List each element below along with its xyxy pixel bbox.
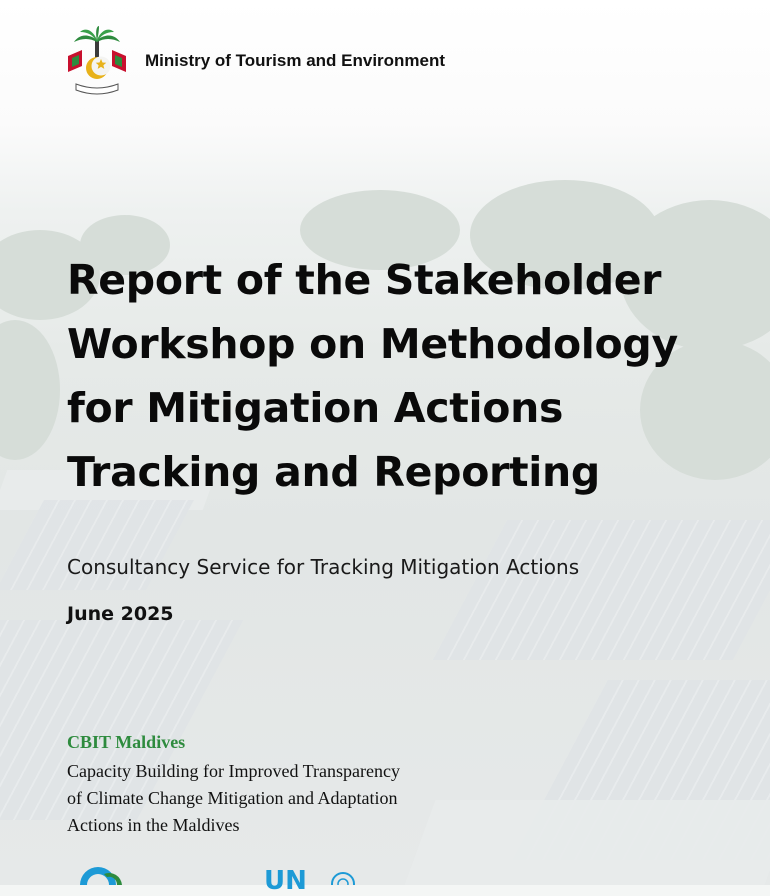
report-title [67,248,727,504]
project-description [67,758,487,839]
header [64,26,445,96]
title-line: Tracking and Reporting [67,448,600,496]
ministry-name: Ministry of Tourism and Environment [145,51,446,70]
report-subtitle: Consultancy Service for Tracking Mitigation Actions [67,555,580,579]
un-logo-text: UN [264,866,307,896]
description-line: Actions in the Maldives [67,815,240,835]
description-line: of Climate Change Mitigation and Adaptation [67,788,398,808]
title-line: Workshop on Methodology [67,320,678,368]
gef-logo-icon [76,866,136,885]
report-date: June 2025 [67,603,174,625]
title-line: Report of the Stakeholder [67,256,662,304]
maldives-state-emblem-icon [64,26,130,96]
description-line: Capacity Building for Improved Transparency [67,761,400,781]
footer-logos [76,866,376,896]
un-emblem-icon [328,866,358,885]
title-line: for Mitigation Actions [67,384,564,432]
project-name: CBIT Maldives [67,732,186,752]
